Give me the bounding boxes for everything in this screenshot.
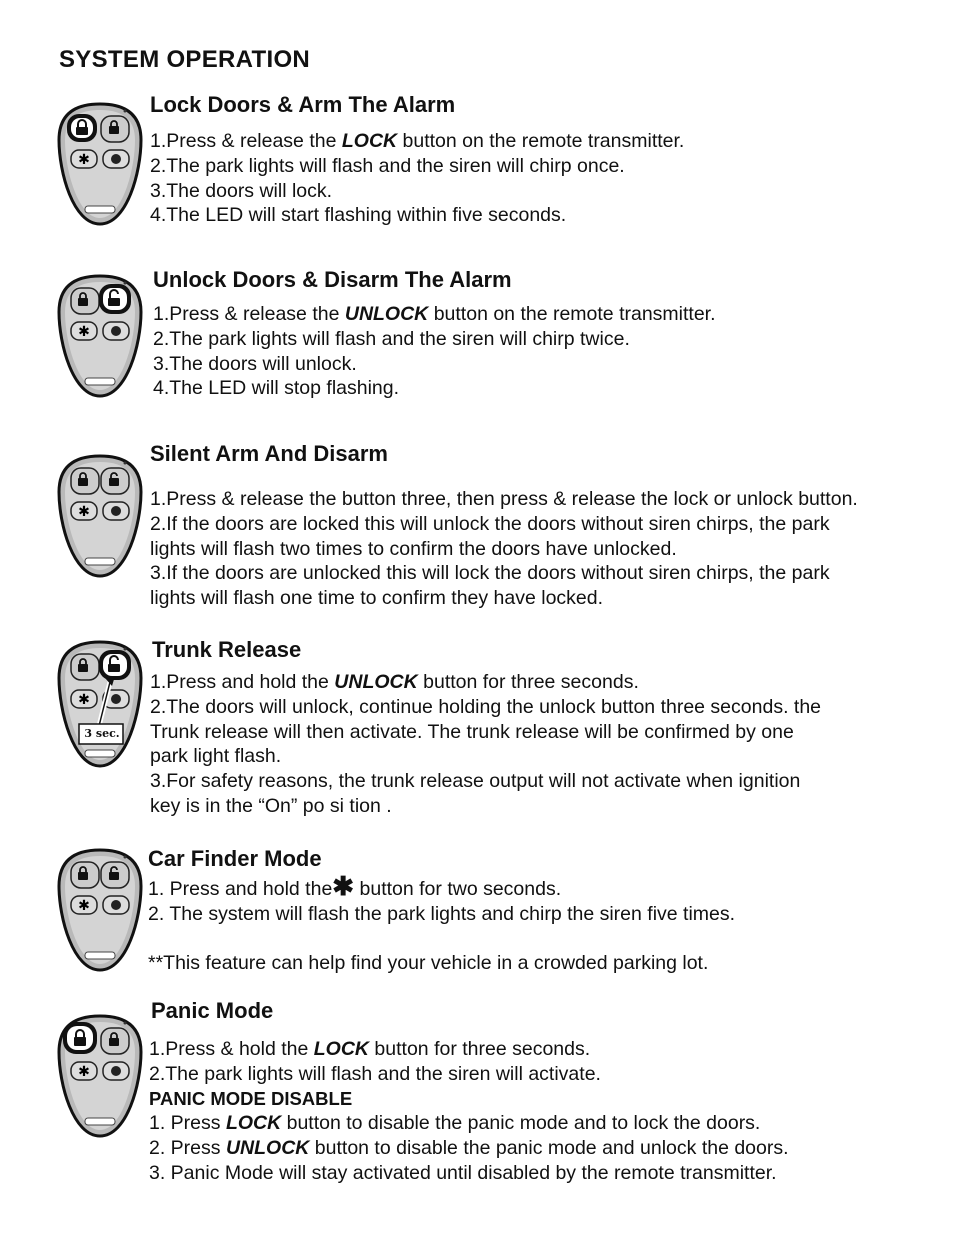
- section-heading: Lock Doors & Arm The Alarm: [150, 92, 456, 117]
- instruction-line: 2. The system will flash the park lights and chirp the siren five times.: [148, 902, 736, 925]
- instruction-line: 3.The doors will unlock.: [153, 352, 357, 375]
- instruction-line: 2.The park lights will flash and the siren will chirp once.: [150, 154, 625, 177]
- section-body: [150, 129, 684, 228]
- instruction-line: 3. Panic Mode will stay activated until disabled by the remote transmitter.: [149, 1161, 777, 1184]
- duration-badge: 3 sec.: [84, 727, 120, 740]
- remote-transmitter-icon: [55, 846, 145, 976]
- remote-transmitter-icon: [55, 638, 145, 772]
- section-heading: Silent Arm And Disarm: [150, 441, 388, 466]
- section-body: [150, 670, 821, 819]
- page-title: SYSTEM OPERATION: [59, 46, 311, 73]
- instruction-line: Trunk release will then activate. The trunk release will be confirmed by one: [150, 720, 794, 743]
- instruction-line: 2.The doors will unlock, continue holding the unlock button three seconds. the: [150, 695, 822, 718]
- section-body: [153, 302, 716, 401]
- section-heading: Panic Mode: [151, 998, 274, 1023]
- instruction-line: 3.If the doors are unlocked this will lock the doors without siren chirps, the park: [150, 562, 830, 585]
- section-heading: Unlock Doors & Disarm The Alarm: [153, 267, 512, 292]
- instruction-line: **This feature can help find your vehicle in a crowded parking lot.: [148, 952, 709, 975]
- instruction-line: 3.The doors will lock.: [150, 179, 333, 202]
- instruction-line: 2.The park lights will flash and the siren will chirp twice.: [153, 327, 630, 350]
- instruction-line: 4.The LED will stop flashing.: [153, 377, 400, 400]
- instruction-line: lights will flash two times to confirm the doors have unlocked.: [150, 537, 677, 560]
- instruction-line: [148, 927, 735, 952]
- svg-text:✱: ✱: [78, 898, 90, 914]
- remote-transmitter-icon: [55, 1012, 145, 1142]
- instruction-line: 4.The LED will start flashing within five seconds.: [150, 204, 567, 227]
- instruction-line: 1.Press and hold the UNLOCK button for three seconds.: [150, 671, 639, 693]
- section-body: [150, 487, 858, 611]
- svg-text:✱: ✱: [78, 1064, 90, 1080]
- svg-text:✱: ✱: [78, 692, 90, 708]
- remote-transmitter-icon: [55, 272, 145, 402]
- section-body: [148, 871, 736, 976]
- section-body: [149, 1037, 789, 1186]
- instruction-line: 1.Press & release the UNLOCK button on the remote transmitter.: [153, 303, 716, 325]
- instruction-line: park light flash.: [150, 745, 282, 768]
- instruction-line: 3.For safety reasons, the trunk release output will not activate when ignition: [150, 770, 801, 793]
- instruction-line: 1.Press & release the button three, then press & release the lock or unlock button.: [150, 488, 858, 510]
- section-heading: Trunk Release: [152, 637, 302, 662]
- instruction-line: 1.Press & release the LOCK button on the remote transmitter.: [150, 130, 685, 152]
- instruction-line: 1. Press and hold the✱ button for two seconds.: [148, 871, 562, 901]
- instruction-line: 1. Press LOCK button to disable the panic mode and to lock the doors.: [149, 1112, 761, 1135]
- instruction-line: 2.If the doors are locked this will unlock the doors without siren chirps, the park: [150, 512, 830, 535]
- svg-text:✱: ✱: [78, 504, 90, 520]
- remote-transmitter-icon: [55, 100, 145, 230]
- remote-transmitter-icon: [55, 452, 145, 582]
- asterisk-button-icon: ✱: [332, 871, 355, 901]
- section-heading: Car Finder Mode: [148, 846, 322, 871]
- instruction-line: key is in the “On” po si tion .: [150, 794, 392, 817]
- svg-text:✱: ✱: [78, 152, 90, 168]
- instruction-line: 1.Press & hold the LOCK button for three seconds.: [149, 1038, 591, 1060]
- instruction-line: lights will flash one time to confirm they have locked.: [150, 587, 604, 610]
- instruction-line: 2. Press UNLOCK button to disable the panic mode and unlock the doors.: [149, 1137, 789, 1160]
- subheading: PANIC MODE DISABLE: [149, 1087, 353, 1109]
- svg-text:✱: ✱: [78, 324, 90, 340]
- instruction-line: 2.The park lights will flash and the siren will activate.: [149, 1062, 601, 1085]
